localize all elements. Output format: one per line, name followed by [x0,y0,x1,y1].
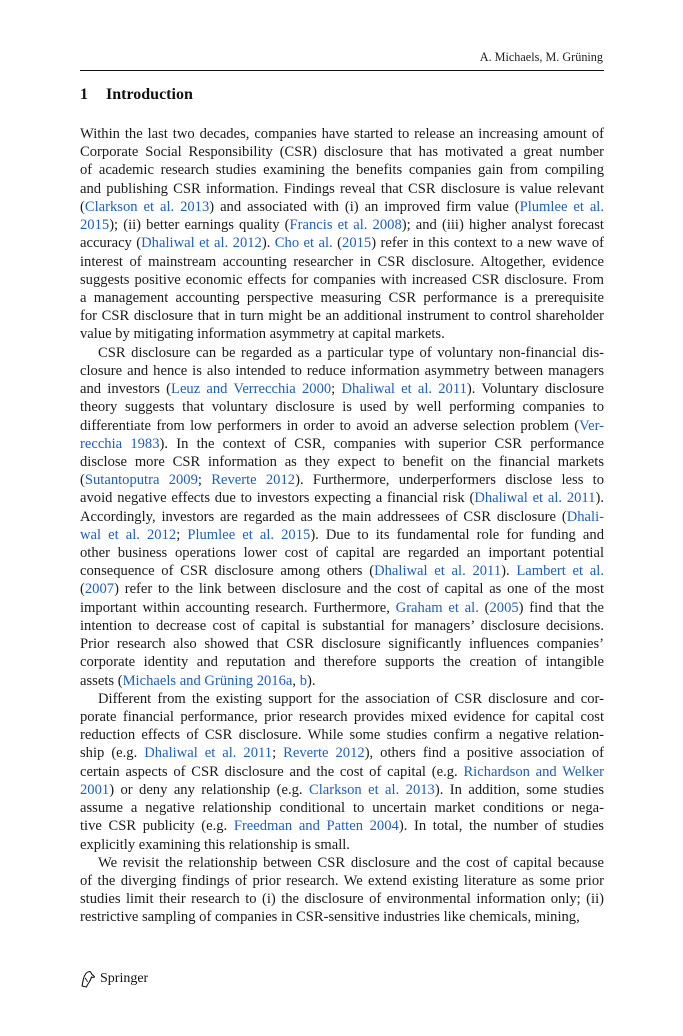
text-run: We revisit the relationship between CSR disclosure and the cost of capital because [98,854,604,871]
text-run: ; [176,526,188,543]
text-run: important within accounting research. Furthermore, [80,599,396,616]
citation-link[interactable]: Sutantoputra 2009 [84,472,198,489]
citation-link[interactable]: Leuz and Verrecchia 2000 [171,381,332,398]
text-run: accuracy ( [80,235,142,252]
header-authors: A. Michaels, M. Grüning [479,50,603,64]
text-line [80,289,604,307]
text-run: Corporate Social Responsibility (CSR) disclosure that has motivated a great number [80,144,604,161]
citation-link[interactable]: Graham et al. [395,599,479,616]
citation-link[interactable]: Plumlee et al. 2015 [187,526,311,543]
text-run: corporate identity and reputation and therefore supports the creation of intangible [80,654,604,671]
citation-link[interactable]: Dhaliwal et al. 2011 [341,381,467,398]
text-run: CSR disclosure can be regarded as a particular type of voluntary non-financial dis- [98,344,604,361]
text-run: other business operations lower cost of capital are regarded an important potential [80,545,604,562]
text-line [80,125,604,143]
text-line [80,307,604,325]
text-run: ). Due to its fundamental role for funding and [310,526,604,543]
text-run: reduction effects of CSR disclosure. While some studies confirm a negative relation- [80,727,604,744]
text-run: ). [595,490,604,507]
text-run: ) refer to the link between disclosure and the cost of capital as one of the most [114,581,604,598]
section-heading [80,86,193,104]
text-run: , [292,672,300,689]
citation-link[interactable]: Reverte 2012 [211,472,296,489]
text-line [80,453,604,471]
publisher-footer [80,970,148,988]
paragraph [80,125,604,344]
text-run: porate financial performance, prior research provides mixed evidence for capital cost [80,709,604,725]
text-run: ). In the context of CSR, companies with superior CSR performance [159,435,604,452]
citation-link[interactable]: 2015 [80,217,110,234]
text-line [80,690,604,708]
citation-link[interactable]: Ver- [579,417,604,434]
text-line [80,726,604,744]
text-run: differentiate from low performers in order to avoid an adverse selection problem ( [80,417,580,434]
citation-link[interactable]: Plumlee et al. [519,198,604,215]
citation-link[interactable]: Cho et al. [274,235,333,252]
text-run: a management accounting perspective measuring CSR performance is a prerequisite [80,289,604,306]
text-run: ( [80,198,85,215]
text-run: avoid negative effects due to investors expecting a financial risk ( [80,490,475,507]
text-line [80,744,604,762]
text-line [80,526,604,544]
text-line [80,799,604,817]
section-number: 1 [80,86,88,103]
paragraph [80,344,604,690]
text-run: value by mitigating information asymmetry at capital markets. [80,326,445,343]
header-rule [80,70,604,71]
text-line [80,580,604,598]
citation-link[interactable]: 2007 [84,581,115,598]
citation-link[interactable]: Dhaliwal et al. 2011 [474,490,596,507]
text-line [80,161,604,179]
text-line [80,781,604,799]
text-line [80,362,604,380]
text-line [80,908,604,926]
text-line [80,544,604,562]
text-run: of academic research studies examining the benefits companies gain from compiling [80,162,604,179]
text-run: ; [272,745,284,762]
text-run: Prior research also showed that CSR disclosure significantly influences companies’ [80,636,604,653]
text-run: ) and associated with (i) an improved firm value ( [209,198,520,215]
citation-link[interactable]: Dhaliwal et al. 2011 [144,745,273,762]
text-run: assets ( [80,672,123,689]
text-line [80,271,604,289]
citation-link[interactable]: Dhali- [566,508,604,525]
text-run: explicitly examining this relationship is small. [80,836,350,853]
text-line [80,672,604,690]
citation-link[interactable]: Francis et al. 2008 [289,217,402,234]
text-line [80,763,604,781]
text-run: consequence of CSR disclosure among others ( [80,563,375,580]
text-run: ). Voluntary disclosure [466,381,604,398]
citation-link[interactable]: wal et al. 2012 [80,526,177,543]
text-run: of the diverging findings of prior research. We extend existing literature as some prior [80,872,604,889]
text-run: closure and hence is also intended to reduce information asymmetry between managers [80,362,604,379]
body-text [80,125,604,927]
text-run: ); (ii) better earnings quality ( [109,217,290,234]
text-run: ; [197,472,212,489]
text-run: restrictive sampling of companies in CSR-sensitive industries like chemicals, mining, [80,909,580,926]
text-run: ) refer in this context to a new wave of [371,235,604,252]
text-run: theory suggests that voluntary disclosure is used by well performing companies to [80,399,604,416]
text-line [80,489,604,507]
text-run: ( [478,599,490,616]
citation-link[interactable]: Reverte 2012 [283,745,365,762]
text-run: assume a negative relationship conditional to uncertain market conditions or nega- [80,800,604,817]
text-run: ; [331,381,342,398]
text-run: ). [261,235,275,252]
text-run: tive CSR publicity (e.g. [80,818,234,835]
text-line [80,890,604,908]
publisher-name: Springer [100,971,149,986]
text-run: certain aspects of CSR disclosure and the cost of capital (e.g. [80,763,464,780]
text-line [80,344,604,362]
citation-link[interactable]: Clarkson et al. 2013 [84,198,210,215]
citation-link[interactable]: Dhaliwal et al. 2012 [141,235,262,252]
text-line [80,508,604,526]
text-line [80,417,604,435]
text-run: intention to decrease cost of capital is substantial for managers’ disclosure decisions. [80,617,604,634]
text-run: ) or deny any relationship (e.g. [109,781,309,798]
citation-link[interactable]: Clarkson et al. 2013 [308,781,435,798]
text-run: and investors ( [80,381,172,398]
text-run: for CSR disclosure that in turn might be an additional instrument to control shareholder [80,308,604,325]
text-line [80,398,604,416]
springer-horse-icon [80,970,96,988]
citation-link[interactable]: b [299,672,307,689]
text-line [80,180,604,198]
text-line [80,216,604,234]
text-run: suggests positive economic effects for companies with increased CSR disclosure. From [80,271,604,288]
citation-link[interactable]: Freedman and Patten 2004 [233,818,399,835]
text-run: ( [332,235,343,252]
text-line [80,854,604,872]
citation-link[interactable]: Richardson and Welker [463,763,604,780]
citation-link[interactable]: Lambert et al. [516,563,604,580]
text-line [80,471,604,489]
paragraph [80,690,604,854]
text-run: interest of mainstream accounting researcher in CSR disclosure. Altogether, evidence [80,253,604,270]
citation-link[interactable]: Michaels and Grüning 2016a [122,672,293,689]
text-run: ). [306,672,316,689]
text-line [80,617,604,635]
text-run: ). Furthermore, underperformers disclose less to [295,472,604,489]
citation-link[interactable]: recchia 1983 [80,435,160,452]
text-line [80,198,604,216]
text-run: ); and (iii) higher analyst forecast [401,217,604,234]
text-line [80,653,604,671]
citation-link[interactable]: 2001 [80,781,110,798]
section-title: Introduction [106,86,193,103]
text-run: ) find that the [518,599,604,616]
text-run: ). In total, the number of studies [398,818,604,835]
text-run: disclose more CSR information as they expect to benefit on the financial markets [80,453,604,470]
text-run: Different from the existing support for the association of CSR disclosure and cor- [98,690,604,707]
text-run: Accordingly, investors are regarded as the main addressees of CSR disclosure ( [80,508,567,525]
text-line [80,836,604,854]
text-line [80,562,604,580]
citation-link[interactable]: Dhaliwal et al. 2011 [374,563,502,580]
text-line [80,234,604,252]
text-line [80,817,604,835]
paragraph [80,854,604,927]
text-run: ( [80,472,85,489]
text-line [80,380,604,398]
citation-link[interactable]: 2015 [342,235,372,252]
running-header [80,50,603,65]
text-line [80,325,604,343]
text-line [80,435,604,453]
citation-link[interactable]: 2005 [489,599,519,616]
text-run: studies limit their research to (i) the disclosure of environmental information only; (ii) [80,891,604,908]
text-line [80,635,604,653]
text-run: and publishing CSR information. Findings reveal that CSR disclosure is value relevant [80,180,604,197]
text-run: ), others find a positive association of [364,745,604,762]
text-line [80,708,604,726]
text-run: ( [80,581,85,598]
text-run: ). In addition, some studies [434,781,604,798]
text-line [80,253,604,271]
text-line [80,143,604,161]
text-line [80,599,604,617]
text-run: ). [501,563,517,580]
text-run: Within the last two decades, companies have started to release an increasing amount of [80,126,604,142]
text-line [80,872,604,890]
text-run: ship (e.g. [80,745,145,762]
